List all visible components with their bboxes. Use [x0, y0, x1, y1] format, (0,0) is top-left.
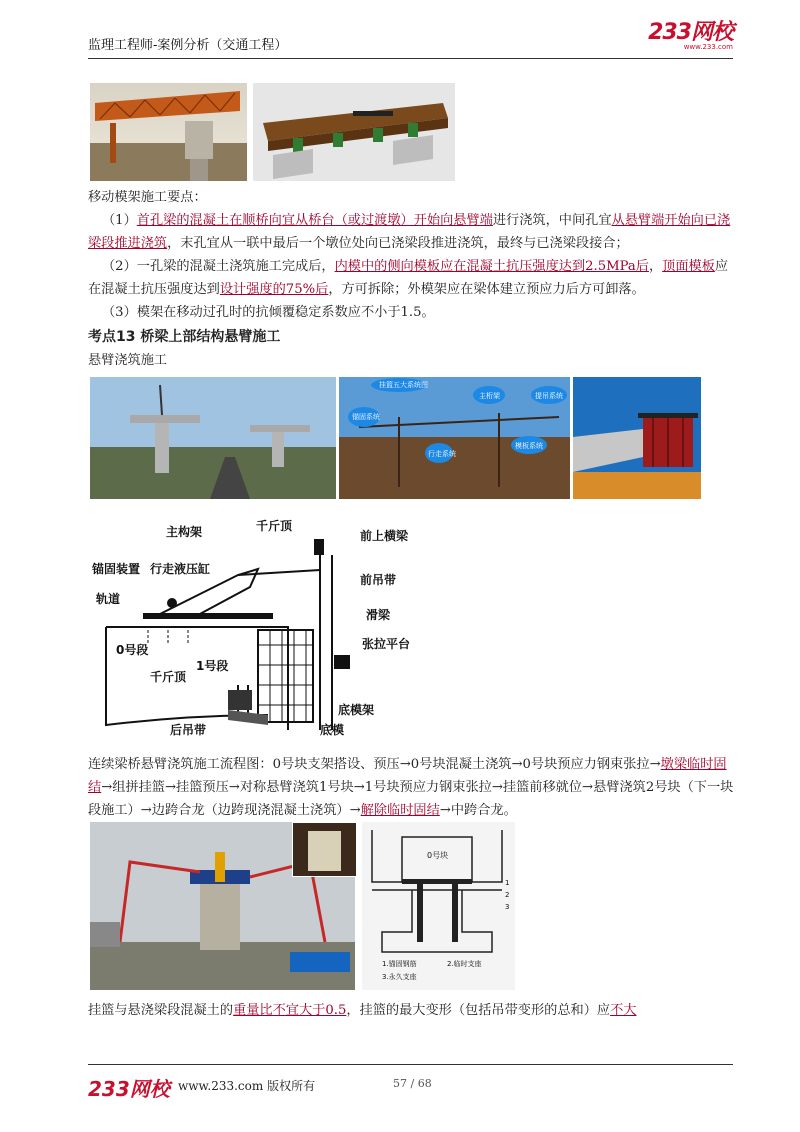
legend-perm-support: 3.永久支座 — [382, 973, 417, 981]
label-main-truss: 主桁架 — [479, 392, 500, 400]
photo-moving-formwork-gantry — [90, 83, 247, 181]
label-walking-cylinder: 行走液压缸 — [150, 562, 211, 576]
point-2 — [88, 255, 738, 301]
footer-copyright: www.233.com 版权所有 — [178, 1079, 316, 1093]
legend-anchor-rebar: 1.锚固钢筋 — [382, 960, 417, 968]
photo-cantilever-piers — [90, 377, 336, 499]
label-num-2: 2 — [505, 891, 510, 899]
flow-description — [88, 753, 738, 822]
last-key-not-exceed: 不大 — [610, 1003, 637, 1018]
label-num-1: 1 — [505, 879, 510, 887]
flow-text-c: →中跨合龙。 — [439, 803, 517, 818]
photo-hanging-basket-systems — [339, 377, 570, 499]
label-track: 轨道 — [96, 592, 121, 606]
label-hanging-system: 提吊系统 — [535, 392, 563, 400]
point-2-text-c: ，方可拆除；外模架应在梁体建立预应力后方可卸落。 — [328, 282, 645, 297]
label-block-0: 0号块 — [427, 851, 449, 860]
logo-text: 233网校 — [648, 20, 733, 45]
flow-text-b: →组拼挂篮→挂篮预压→对称悬臂浇筑1号块→1号块预应力钢束张拉→挂篮前移就位→悬臂浇筑2号块（下一块段施工）→边跨合龙（边跨现浇混凝土浇筑）→ — [88, 780, 734, 818]
point-2-key-b: 顶面模板 — [662, 259, 715, 274]
section-title-moving-formwork: 移动模架施工要点： — [88, 190, 207, 205]
diagram-hanging-basket-structure — [88, 515, 418, 743]
point-3: （3）模架在移动过孔时的抗倾覆稳定系数应不小于1.5。 — [102, 305, 435, 320]
label-front-beam: 前上横梁 — [360, 529, 409, 543]
last-key-weight-ratio: 重量比不宜大于0.5 — [233, 1003, 347, 1018]
logo-url: www.233.com — [683, 43, 733, 51]
label-walking-system: 行走系统 — [428, 450, 456, 458]
point-2-text-a: （2）一孔梁的混凝土浇筑施工完成后， — [102, 259, 335, 274]
label-main-frame: 主构架 — [166, 525, 203, 539]
label-front-hanger: 前吊带 — [360, 573, 397, 587]
drawing-temporary-fixation — [362, 822, 515, 990]
footer-logo[interactable]: 233网校 — [88, 1077, 170, 1101]
render-moving-formwork-3d — [253, 83, 455, 181]
point-2-comma: ， — [648, 259, 663, 274]
point-1-num: （1） — [102, 213, 137, 228]
point-1-text-a: 进行浇筑，中间孔宜 — [492, 213, 612, 228]
section-heading-cantilever: 考点13 桥梁上部结构悬臂施工 — [88, 329, 281, 345]
legend-temp-support: 2.临时支座 — [447, 960, 482, 968]
last-text-b: ，挂篮的最大变形（包括吊带变形的总和）应 — [346, 1003, 611, 1018]
page-footer — [88, 1064, 733, 1105]
label-anchor-device: 锚固装置 — [92, 562, 141, 576]
weight-ratio-note — [88, 999, 738, 1022]
point-1 — [88, 209, 738, 255]
point-2-text-b: 应在混凝土抗压强度达到 — [88, 259, 729, 297]
label-anchor-system: 锚固系统 — [352, 413, 380, 421]
label-top-jack: 千斤顶 — [256, 519, 293, 533]
label-system-overview: 挂篮五大系统图 — [379, 381, 428, 389]
label-formwork-system: 模板系统 — [515, 442, 543, 450]
flow-key-release-fix: 解除临时固结 — [360, 803, 440, 818]
page-number: 57 / 68 — [393, 1077, 432, 1090]
point-1-key-b: 从悬臂端开始向已浇梁段推进浇筑 — [88, 213, 731, 251]
page-header — [88, 22, 733, 59]
last-text-a: 挂篮与悬浇梁段混凝土的 — [88, 1003, 234, 1018]
label-bottom-form: 底模 — [320, 723, 345, 737]
photo-inset-closeup — [292, 822, 357, 877]
label-num-3: 3 — [505, 903, 510, 911]
header-title: 监理工程师-案例分析（交通工程） — [88, 38, 288, 53]
brand-logo[interactable] — [648, 22, 733, 51]
label-segment-0: 0号段 — [116, 643, 149, 657]
label-bottom-frame: 底模架 — [338, 703, 375, 717]
label-segment-1: 1号段 — [196, 659, 229, 673]
render-hanging-basket — [573, 377, 701, 499]
point-2-key-a: 内模中的侧向模板应在混凝土抗压强度达到2.5MPa后 — [334, 259, 649, 274]
label-slide-beam: 滑梁 — [366, 608, 391, 622]
label-rear-hanger: 后吊带 — [170, 723, 207, 737]
label-tension-platform: 张拉平台 — [362, 637, 411, 651]
point-1-key-a: 首孔梁的混凝土在顺桥向宜从桥台（或过渡墩）开始向悬臂端 — [136, 213, 493, 228]
flow-key-temp-fix: 墩梁临时固结 — [88, 757, 727, 795]
point-2-key-c: 设计强度的75%后 — [219, 282, 329, 297]
point-1-text-b: ，末孔宜从一联中最后一个墩位处向已浇梁段推进浇筑，最终与已浇梁段接合； — [167, 236, 629, 251]
flow-text-a: 连续梁桥悬臂浇筑施工流程图：0号块支架搭设、预压→0号块混凝土浇筑→0号块预应力钢束张拉→ — [88, 757, 661, 772]
subtitle-cantilever-casting: 悬臂浇筑施工 — [88, 353, 168, 368]
label-jack: 千斤顶 — [150, 670, 187, 684]
